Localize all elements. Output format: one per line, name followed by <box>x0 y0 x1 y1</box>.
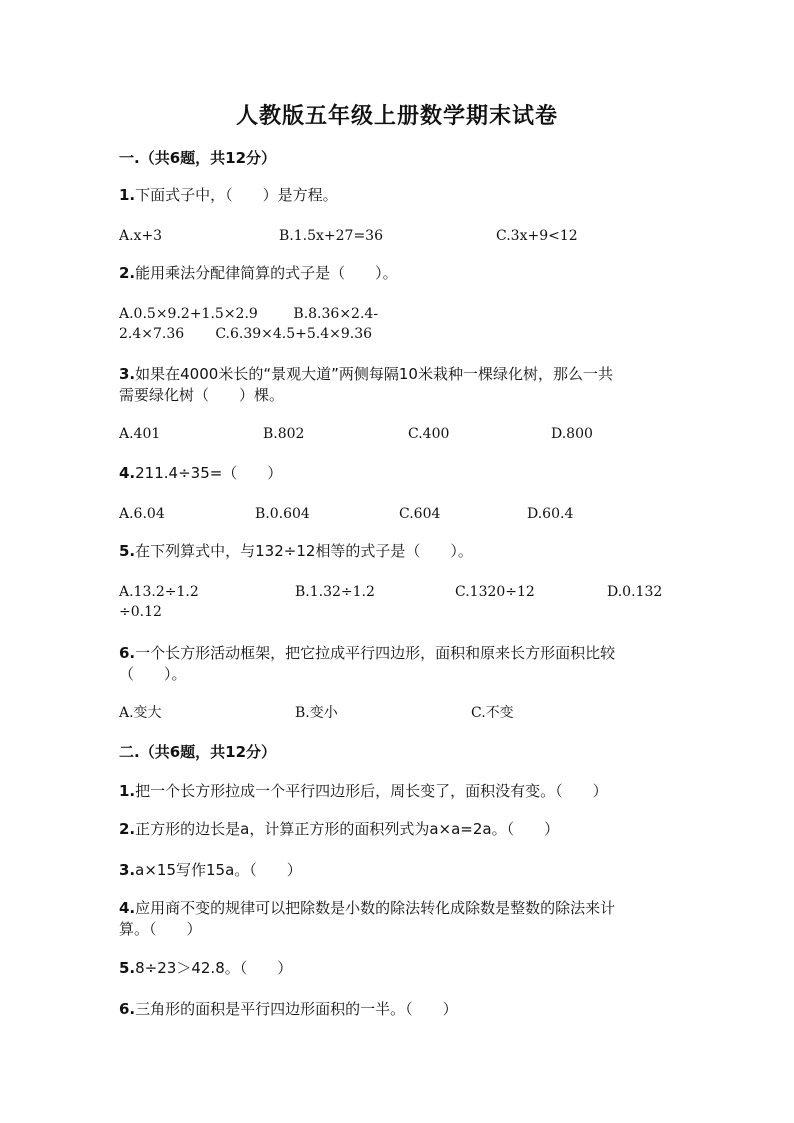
question-number: 4. <box>119 464 136 482</box>
question-text: 211.4÷35=（ ） <box>135 464 283 482</box>
question-2-6 <box>119 999 669 1020</box>
question-1-1 <box>119 185 669 206</box>
option-a: A.401 <box>119 426 161 442</box>
question-number: 1. <box>119 186 136 204</box>
question-text: 8÷23＞42.8。（ ） <box>135 959 293 977</box>
question-number: 3. <box>119 365 136 383</box>
option-d: D.800 <box>551 426 593 442</box>
question-number: 6. <box>119 1000 136 1018</box>
question-text: 三角形的面积是平行四边形面积的一半。（ ） <box>135 1000 458 1018</box>
option-c: C.400 <box>408 426 450 442</box>
question-text-line-2: 算。（ ） <box>119 920 202 938</box>
option-b: B.1.5x+27=36 <box>279 228 383 244</box>
question-1-5-option-wrap: ÷0.12 <box>119 604 162 620</box>
question-number: 4. <box>119 899 136 917</box>
question-1-6-options <box>119 703 679 725</box>
question-1-4 <box>119 463 669 484</box>
question-1-4-options <box>119 504 679 526</box>
question-text: 能用乘法分配律简算的式子是（ ）。 <box>135 264 398 282</box>
question-1-3-cont <box>119 385 669 406</box>
option-a: A.6.04 <box>119 506 165 522</box>
question-1-6 <box>119 643 669 664</box>
option-d: D.0.132 <box>607 584 663 600</box>
option-d: D.60.4 <box>527 506 574 522</box>
page-title: 人教版五年级上册数学期末试卷 <box>235 103 558 129</box>
question-2-2 <box>119 819 669 840</box>
question-1-2 <box>119 263 669 284</box>
option-c: C.1320÷12 <box>455 584 535 600</box>
option-b: B.1.32÷1.2 <box>295 584 375 600</box>
option-b: B.0.604 <box>255 506 310 522</box>
question-text: 把一个长方形拉成一个平行四边形后，周长变了，面积没有变。（ ） <box>135 782 608 800</box>
question-number: 5. <box>119 959 136 977</box>
option-c: C.604 <box>399 506 441 522</box>
question-text-line-1: 应用商不变的规律可以把除数是小数的除法转化成除数是整数的除法来计 <box>135 899 616 917</box>
question-text: 在下列算式中，与132÷12相等的式子是（ ）。 <box>135 542 473 560</box>
question-1-6-cont <box>119 664 669 685</box>
question-2-5 <box>119 958 669 979</box>
question-number: 2. <box>119 820 136 838</box>
question-number: 1. <box>119 782 136 800</box>
question-number: 3. <box>119 861 136 879</box>
option-c: C.3x+9<12 <box>496 228 578 244</box>
option-b: B.变小 <box>295 705 338 721</box>
question-2-1 <box>119 781 669 802</box>
question-text-line-2: 需要绿化树（ ）棵。 <box>119 386 285 404</box>
question-text-line-1: 如果在4000米长的“景观大道”两侧每隔10米栽种一棵绿化树，那么一共 <box>135 365 613 383</box>
option-b: B.802 <box>263 426 305 442</box>
question-2-4-cont <box>119 919 669 940</box>
question-1-2-options-line-1: A.0.5×9.2+1.5×2.9 B.8.36×2.4- <box>119 306 379 322</box>
question-text: 下面式子中，（ ）是方程。 <box>135 186 338 204</box>
question-1-5-options <box>119 582 679 604</box>
question-1-1-options <box>119 226 679 248</box>
section-2-heading: 二.（共6题，共12分） <box>119 743 277 761</box>
question-text: 正方形的边长是a，计算正方形的面积列式为a×a=2a。（ ） <box>135 820 560 838</box>
question-number: 5. <box>119 542 136 560</box>
option-c: C.不变 <box>471 705 514 721</box>
question-2-3 <box>119 860 669 881</box>
question-1-2-options-line-2: 2.4×7.36 C.6.39×4.5+5.4×9.36 <box>119 326 373 342</box>
section-1-heading: 一.（共6题，共12分） <box>119 149 277 167</box>
question-1-3 <box>119 364 669 385</box>
option-a: A.x+3 <box>119 228 163 244</box>
question-number: 6. <box>119 644 136 662</box>
question-1-3-options <box>119 424 679 446</box>
question-text-line-2: （ ）。 <box>119 665 187 683</box>
option-a: A.变大 <box>119 705 162 721</box>
question-text-line-1: 一个长方形活动框架，把它拉成平行四边形，面积和原来长方形面积比较 <box>135 644 616 662</box>
question-number: 2. <box>119 264 136 282</box>
option-a: A.13.2÷1.2 <box>119 584 199 600</box>
question-1-5 <box>119 541 669 562</box>
question-2-4 <box>119 898 669 919</box>
question-text: a×15写作15a。（ ） <box>135 861 302 879</box>
